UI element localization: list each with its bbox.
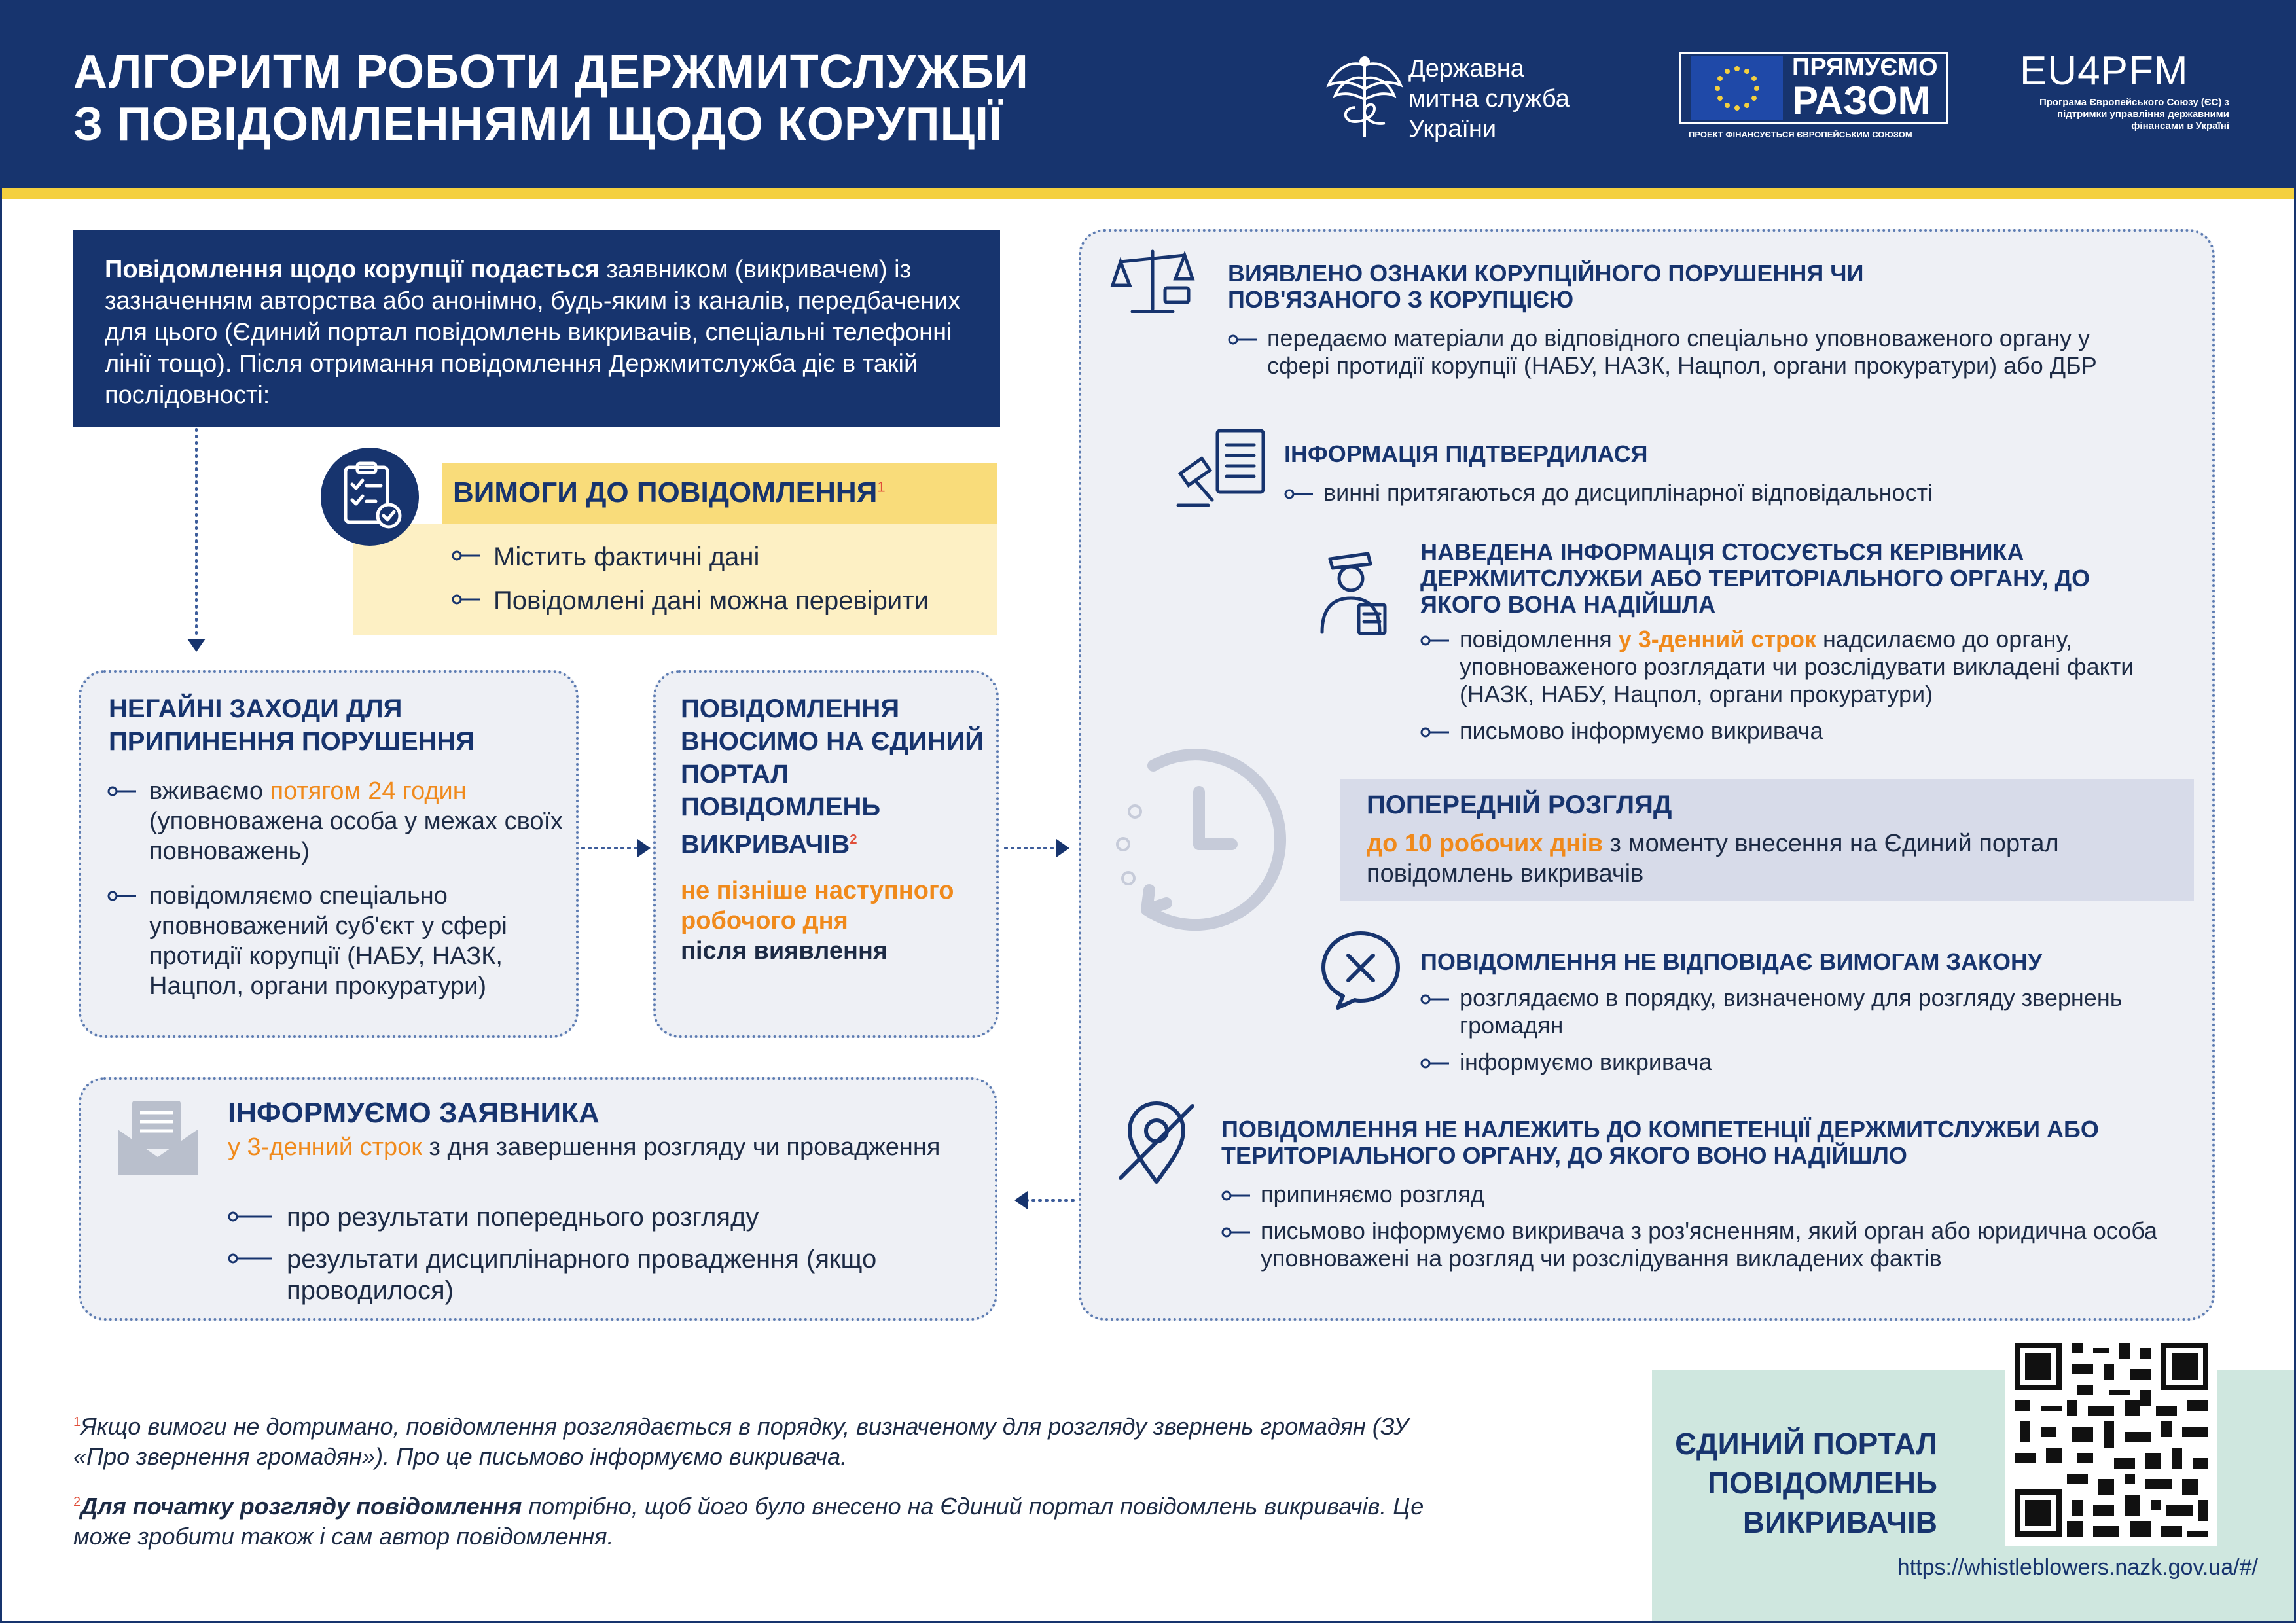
portal-url-link[interactable]: https://whistleblowers.nazk.gov.ua/#/ — [1897, 1555, 2258, 1580]
list-item — [1420, 984, 2173, 1039]
list-item-text: інформуємо викривача — [1460, 1048, 1712, 1075]
list-item — [107, 776, 565, 866]
customs-name-line: митна служба — [1408, 85, 1570, 113]
footnote-number: 1 — [73, 1415, 81, 1429]
footnote-text: потрібно, щоб його було внесено на Єдиний портал повідомлень викривачів. Це може зробити також і сам автор повідомлення. — [73, 1493, 1424, 1550]
customs-name-line: України — [1408, 115, 1497, 143]
corruption-signs-list — [1228, 325, 2144, 389]
page-title-line-1: АЛГОРИТМ РОБОТИ ДЕРЖМИТСЛУЖБИ — [73, 46, 1029, 98]
scales-icon — [1110, 246, 1195, 318]
list-item-text: припиняємо розгляд — [1261, 1181, 1484, 1207]
list-item — [1420, 626, 2173, 708]
together-note: ПРОЕКТ ФІНАНСУЄТЬСЯ ЄВРОПЕЙСЬКИМ СОЮЗОМ — [1689, 130, 1912, 139]
requirements-title — [453, 476, 886, 509]
out-of-competence-list — [1221, 1181, 2190, 1281]
list-item — [1420, 717, 2173, 745]
qr-code-icon — [2015, 1343, 2208, 1537]
head-concerned-title: НАВЕДЕНА ІНФОРМАЦІЯ СТОСУЄТЬСЯ КЕРІВНИКА ДЕРЖМИТСЛУЖБИ АБО ТЕРИТОРІАЛЬНОГО ОРГАНУ, ДО ЯКОГО ВОНА НАДІЙШЛА — [1420, 539, 2090, 618]
envelope-document-icon — [115, 1097, 200, 1179]
eu4pfm-note: Програма Європейського Союзу (ЄС) з підтримки управління державними фінансами в Україні — [2039, 97, 2229, 132]
list-item — [228, 1243, 980, 1306]
bullet-icon — [1228, 334, 1258, 346]
list-item — [1221, 1181, 2190, 1208]
corruption-signs-title: ВИЯВЛЕНО ОЗНАКИ КОРУПЦІЙНОГО ПОРУШЕННЯ ЧИ ПОВ'ЯЗАНОГО З КОРУПЦІЄЮ — [1228, 260, 1864, 313]
qr-code[interactable] — [2005, 1334, 2217, 1546]
bullet-icon — [1420, 993, 1450, 1005]
preliminary-review-title: ПОПЕРЕДНІЙ РОЗГЛЯД — [1367, 791, 1672, 819]
bullet-icon — [1420, 1058, 1450, 1069]
bullet-icon — [107, 785, 137, 797]
portal-entry-title-text: ПОВІДОМЛЕННЯ ВНОСИМО НА ЄДИНИЙ ПОРТАЛ ПОВІДОМЛЕНЬ ВИКРИВАЧІВ — [681, 694, 984, 859]
together-title: ПРЯМУЄМО — [1792, 54, 1938, 81]
together-title-big: РАЗОМ — [1792, 79, 1931, 122]
arrow-down-icon — [187, 639, 206, 652]
list-item-text: (уповноважена особа у межах своїх повноважень) — [149, 808, 564, 865]
bullet-icon — [1420, 726, 1450, 738]
footnote-2 — [73, 1487, 1448, 1552]
requirements-title-text: ВИМОГИ ДО ПОВІДОМЛЕННЯ — [453, 476, 878, 508]
list-item-text: письмово інформуємо викривача з роз'ясненням, який орган або юридична особа уповноважені на розгляд чи розслідування викладених фактів — [1261, 1217, 2158, 1272]
deadline-highlight: не пізніше наступного робочого дня — [681, 877, 954, 935]
footnote-number: 2 — [73, 1495, 81, 1509]
list-item-text: вживаємо — [149, 777, 270, 805]
noncompliant-list — [1420, 984, 2173, 1085]
list-item — [452, 584, 988, 617]
list-item-text: повідомлення — [1460, 626, 1619, 652]
customs-name-line: Державна — [1408, 55, 1524, 82]
portal-entry-deadline — [681, 876, 995, 966]
footnote-1 — [73, 1407, 1448, 1472]
list-item-text: передаємо матеріали до відповідного спеціально уповноваженого органу у сфері протидії корупції (НАБУ, НАЗК, Нацпол, органи прокуратури) або ДБР — [1267, 325, 2097, 379]
list-item-text: розглядаємо в порядку, визначеному для розгляду звернень громадян — [1460, 984, 2123, 1039]
list-item — [107, 881, 565, 1001]
info-confirmed-list — [1284, 479, 2200, 516]
promo-title-line: ЄДИНИЙ ПОРТАЛ — [1675, 1427, 1937, 1461]
bullet-icon — [1221, 1226, 1251, 1238]
portal-entry-title — [681, 692, 995, 861]
noncompliant-title: ПОВІДОМЛЕННЯ НЕ ВІДПОВІДАЄ ВИМОГАМ ЗАКОНУ — [1420, 948, 2043, 975]
intro-bold: Повідомлення щодо корупції подається — [105, 256, 600, 283]
arrow-right-icon — [637, 839, 651, 857]
inform-applicant-text: з дня завершення розгляду чи провадження — [422, 1133, 941, 1161]
bullet-icon — [1221, 1190, 1251, 1202]
page-title-line-2: З ПОВІДОМЛЕННЯМИ ЩОДО КОРУПЦІЇ — [73, 98, 1003, 151]
deadline-highlight: потягом 24 годин — [270, 777, 467, 805]
arrow-right-icon — [1056, 839, 1069, 857]
reject-bubble-icon — [1318, 928, 1403, 1013]
list-item-text: повідомляємо спеціально уповноважений суб'єкт у сфері протидії корупції (НАБУ, НАЗК, Нацпол, органи прокуратури) — [149, 882, 507, 1000]
footnote-text: Якщо вимоги не дотримано, повідомлення розглядається в порядку, визначеному для розгляду звернень громадян (ЗУ «Про звернення громадян»). Про це письмово інформуємо викривача. — [73, 1413, 1409, 1470]
measures-title: НЕГАЙНІ ЗАХОДИ ДЛЯ ПРИПИНЕННЯ ПОРУШЕННЯ — [109, 694, 475, 756]
promo-title-line: ПОВІДОМЛЕНЬ — [1708, 1466, 1937, 1500]
bullet-icon — [228, 1211, 274, 1222]
inform-applicant-list — [228, 1202, 980, 1317]
location-off-icon — [1114, 1097, 1199, 1188]
bullet-icon — [107, 890, 137, 902]
list-item — [1420, 1048, 2173, 1076]
gavel-document-icon — [1175, 427, 1274, 512]
deadline-highlight: у 3-денний строк — [228, 1133, 422, 1161]
list-item-text: про результати попереднього розгляду — [287, 1203, 759, 1232]
official-person-icon — [1302, 541, 1401, 639]
list-item — [452, 541, 988, 573]
list-item-text: письмово інформуємо викривача — [1460, 717, 1823, 744]
out-of-competence-title: ПОВІДОМЛЕННЯ НЕ НАЛЕЖИТЬ ДО КОМПЕТЕНЦІЇ ДЕРЖМИТСЛУЖБИ АБО ТЕРИТОРІАЛЬНОГО ОРГАНУ, ДО ЯКОГО ВОНО НАДІЙШЛО — [1221, 1116, 2099, 1169]
promo-title-line: ВИКРИВАЧІВ — [1742, 1505, 1937, 1539]
footnote-ref: 2 — [850, 832, 857, 847]
bullet-icon — [228, 1253, 274, 1264]
list-item — [1284, 479, 2200, 507]
list-item — [1221, 1217, 2190, 1272]
list-item — [1228, 325, 2144, 380]
list-item-text: винні притягаються до дисциплінарної відповідальності — [1323, 479, 1933, 506]
list-item-text: результати дисциплінарного провадження (якщо проводилося) — [287, 1245, 877, 1305]
list-item — [228, 1202, 980, 1233]
info-confirmed-title: ІНФОРМАЦІЯ ПІДТВЕРДИЛАСЯ — [1284, 440, 1648, 467]
deadline-highlight: до 10 робочих днів — [1367, 830, 1603, 857]
bullet-icon — [452, 594, 482, 605]
list-item-text: надсилаємо до органу, уповноваженого розглядати чи розслідувати викладені факти (НАЗК, НАБУ, Нацпол, органи прокуратури) — [1460, 626, 2134, 707]
measures-list — [107, 776, 565, 1016]
bullet-icon — [452, 550, 482, 562]
checklist-icon — [321, 448, 419, 546]
requirements-list — [452, 541, 988, 628]
portal-promo-title — [1623, 1424, 1937, 1542]
deadline-after: після виявлення — [681, 937, 888, 965]
inform-applicant-title: ІНФОРМУЄМО ЗАЯВНИКА — [228, 1097, 600, 1129]
footnote-ref: 1 — [877, 478, 886, 495]
bullet-icon — [1284, 488, 1314, 500]
arrow-left-icon — [1014, 1191, 1028, 1209]
list-item-text: Повідомлені дані можна перевірити — [493, 586, 929, 615]
list-item-text: Містить фактичні дані — [493, 543, 760, 571]
eu4pfm-wordmark: EU4PFM — [2020, 48, 2189, 94]
intro-text: заявником (викривачем) із зазначенням авторства або анонімно, будь-яким із каналів, передбачених для цього (Єдиний портал повідомлень викривачів, спеціальні телефонні лінії тощо). Після отримання повідомлення Держмитслужба діє в такій послідовності: — [105, 256, 961, 409]
preliminary-review-detail: з моменту внесення на Єдиний портал повідомлень викривачів — [1367, 830, 2059, 887]
preliminary-review-text — [1367, 829, 2152, 889]
head-concerned-list — [1420, 626, 2173, 754]
bullet-icon — [1420, 635, 1450, 647]
footnote-bold: Для початку розгляду повідомлення — [81, 1493, 522, 1520]
inform-applicant-deadline — [228, 1132, 948, 1162]
deadline-highlight: у 3-денний строк — [1618, 626, 1817, 652]
clock-icon — [1101, 733, 1297, 949]
